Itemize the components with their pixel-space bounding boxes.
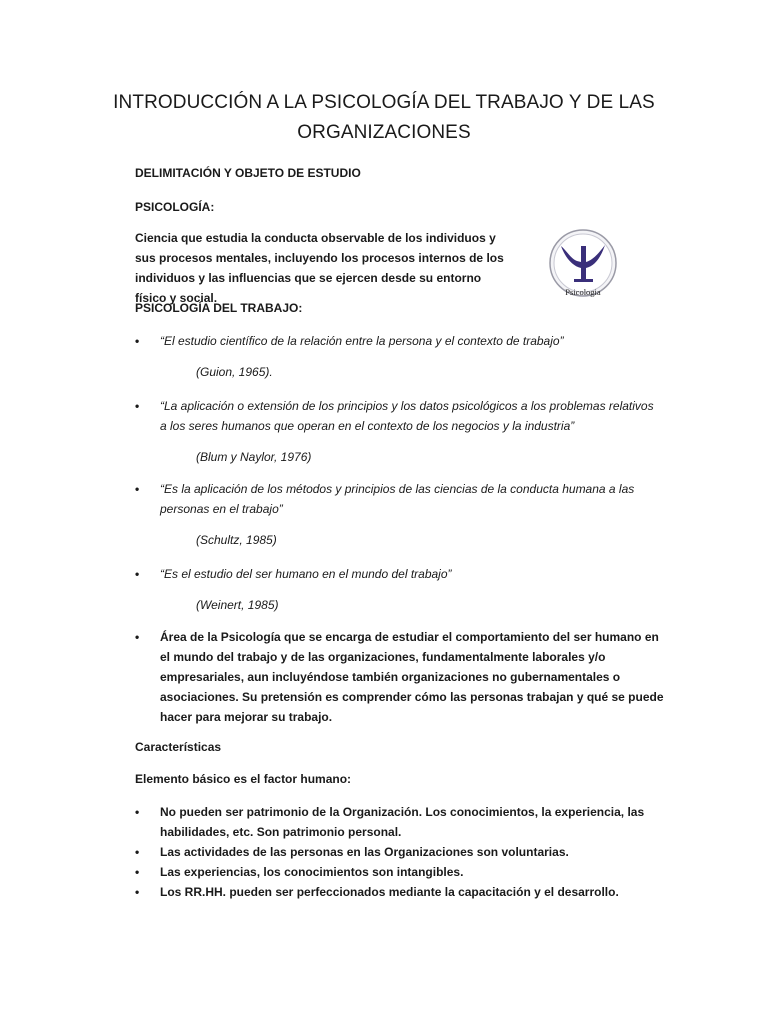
bullet-icon: • [135,630,140,644]
list-item [135,331,675,351]
list-item [135,842,675,862]
definition-quote: “Es la aplicación de los métodos y principios de las ciencias de la conducta humana a las personas en el trabajo” [160,482,635,516]
psychology-heading: PSICOLOGÍA: [135,200,215,214]
characteristics-heading: Características [135,740,222,754]
characteristic-text: No pueden ser patrimonio de la Organización. Los conocimientos, la experiencia, las habilidades, etc. Son patrimonio personal. [160,805,645,839]
bullet-icon: • [135,399,140,413]
bullet-icon: • [135,865,140,879]
list-item [135,802,675,842]
work-psychology-heading: PSICOLOGÍA DEL TRABAJO: [135,301,303,315]
basic-element-heading: Elemento básico es el factor humano: [135,772,352,786]
bullet-icon: • [135,482,140,496]
definition-citation: (Schultz, 1985) [196,533,277,547]
characteristic-text: Los RR.HH. pueden ser perfeccionados mediante la capacitación y el desarrollo. [160,885,619,899]
bullet-icon: • [135,845,140,859]
psychology-logo-icon [547,229,619,301]
definition-quote: “La aplicación o extensión de los principios y los datos psicológicos a los problemas relativos a los seres humanos que operan en el contexto de los negocios y la industria” [160,399,654,433]
definition-quote: “Es el estudio del ser humano en el mundo del trabajo” [160,567,452,581]
characteristic-text: Las actividades de las personas en las Organizaciones son voluntarias. [160,845,569,859]
list-item [135,479,675,519]
list-item [135,564,675,584]
document-title: INTRODUCCIÓN A LA PSICOLOGÍA DEL TRABAJO Y DE LAS ORGANIZACIONES [113,92,655,143]
section-heading: DELIMITACIÓN Y OBJETO DE ESTUDIO [135,166,361,180]
bullet-icon: • [135,334,140,348]
definition-citation: (Blum y Naylor, 1976) [196,450,312,464]
definition-citation: (Weinert, 1985) [196,598,279,612]
bullet-icon: • [135,885,140,899]
list-item [135,862,675,882]
list-item [135,396,675,436]
area-definition: Área de la Psicología que se encarga de estudiar el comportamiento del ser humano en el mundo del trabajo y de las organizaciones, fundamentalmente laborales y/o empresariales, aun incluyéndose también organizaciones no gubernamentales o asociaciones. Su pretensión es comprender cómo las personas trabajan y qué se puede hacer para mejorar su trabajo. [160,630,664,724]
characteristic-text: Las experiencias, los conocimientos son intangibles. [160,865,464,879]
logo-caption: Psicologia [565,287,601,297]
bullet-icon: • [135,805,140,819]
bullet-icon: • [135,567,140,581]
definition-citation: (Guion, 1965). [196,365,273,379]
list-item [135,627,675,727]
list-item [135,882,675,902]
definition-quote: “El estudio científico de la relación entre la persona y el contexto de trabajo” [160,334,564,348]
psychology-definition: Ciencia que estudia la conducta observable de los individuos y sus procesos mentales, incluyendo los procesos internos de los individuos y las influencias que se ejercen desde su entorno físico y social. [135,231,504,305]
